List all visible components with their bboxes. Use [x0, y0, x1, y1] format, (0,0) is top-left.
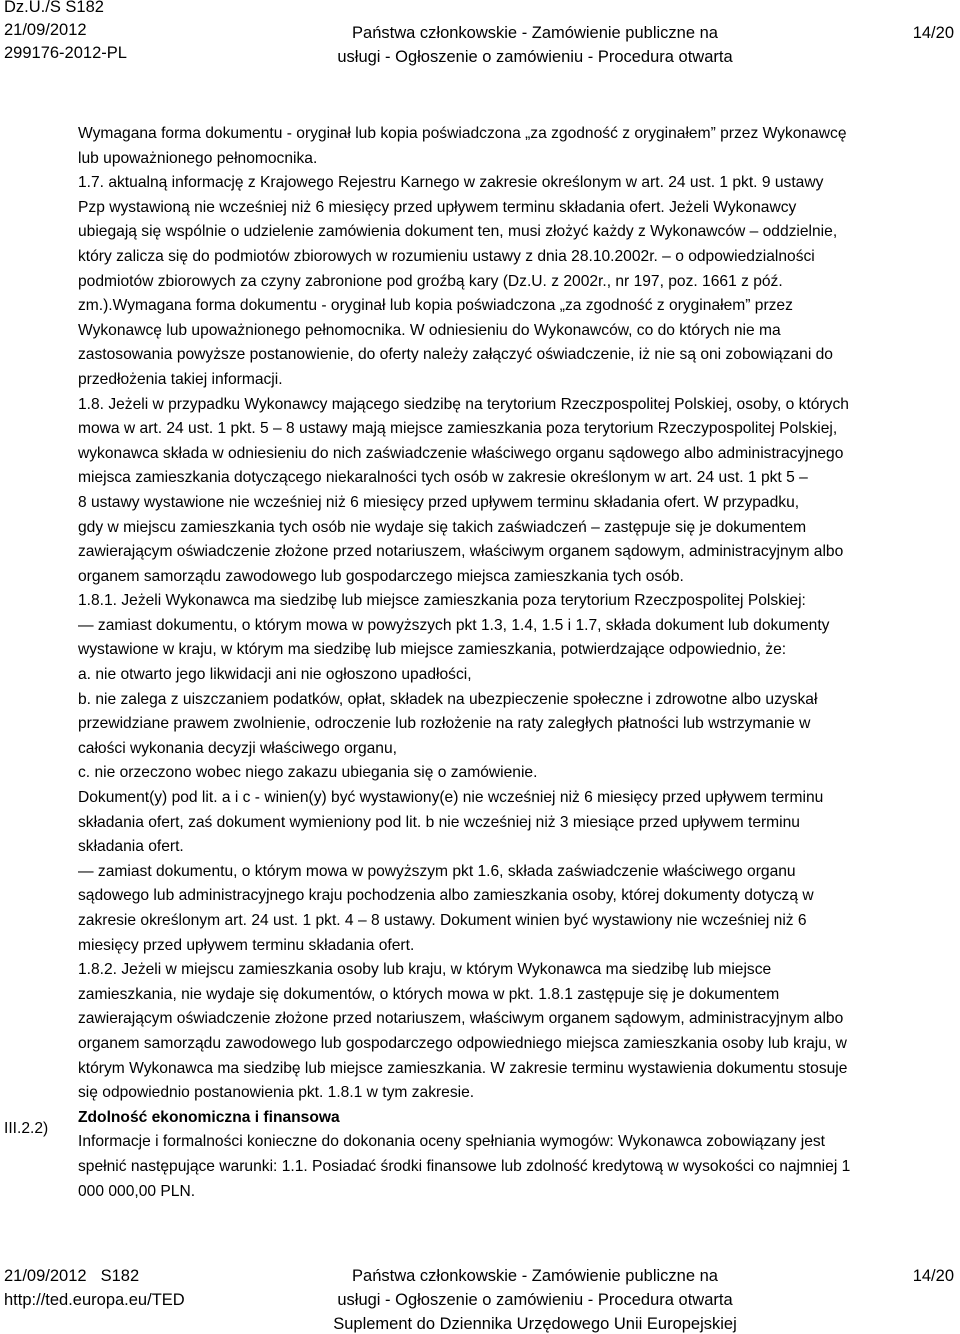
body-line: podmiotów zbiorowych za czyny zabronione pod groźbą kary (Dz.U. z 2002r., nr 197, poz. 1661 z póź.: [78, 272, 783, 290]
body-line: 1.8.2. Jeżeli w miejscu zamieszkania osoby lub kraju, w którym Wykonawca ma siedzibę lub miejsce: [78, 961, 772, 979]
header-left: [4, 0, 127, 65]
header-series: Dz.U./S S182: [4, 0, 104, 16]
body-line: Wykonawcę lub upoważnionego pełnomocnika. W odniesieniu do Wykonawców, co do których nie ma: [78, 321, 781, 339]
body-line: mowa w art. 24 ust. 1 pkt. 5 – 8 ustawy mają miejsce zamieszkania poza terytorium Rzeczypospolitej Polskiej,: [78, 420, 838, 438]
section-number: III.2.2): [4, 1120, 49, 1137]
body-line: którym Wykonawca ma siedzibę lub miejsce zamieszkania. W zakresie terminu wystawienia dokumentu stosuje: [78, 1059, 848, 1077]
body-line: zamieszkania, nie wydaje się dokumentów, o których mowa w pkt. 1.8.1 zastępuje się je dokumentem: [78, 985, 780, 1003]
body-line: c. nie orzeczono wobec niego zakazu ubiegania się o zamówienie.: [78, 764, 538, 782]
body-line: Pzp wystawioną nie wcześniej niż 6 miesięcy przed upływem terminu składania ofert. Jeżeli Wykonawcy: [78, 198, 797, 216]
body-line: 8 ustawy wystawione nie wcześniej niż 6 miesięcy przed upływem terminu składania ofert. W przypadku,: [78, 493, 800, 511]
header-notice-id: 299176-2012-PL: [4, 44, 127, 62]
footer-title-line3: Suplement do Dziennika Urzędowego Unii Europejskiej: [333, 1315, 737, 1333]
body-line: zm.).Wymagana forma dokumentu - oryginał lub kopia poświadczona „za zgodność z oryginałem” przez: [78, 297, 793, 315]
header-title-line2: usługi - Ogłoszenie o zamówieniu - Procedura otwarta: [337, 48, 733, 66]
body-line: całości wykonania decyzji właściwego organu,: [78, 739, 397, 757]
body-line: sądowego lub administracyjnego kraju pochodzenia albo zamieszkania osoby, której dokumenty dotyczą w: [78, 887, 814, 905]
body-line: — zamiast dokumentu, o którym mowa w powyższym pkt 1.6, składa zaświadczenie właściwego organu: [78, 862, 796, 880]
footer-title-line1: Państwa członkowskie - Zamówienie publiczne na: [352, 1267, 718, 1285]
body-line: się odpowiednio postanowienia pkt. 1.8.1 w tym zakresie.: [78, 1084, 475, 1102]
footer-page-number: 14/20: [912, 1267, 954, 1285]
body-line: 1.8. Jeżeli w przypadku Wykonawcy mającego siedzibę na terytorium Rzeczpospolitej Polskiej, osoby, o których: [78, 395, 849, 413]
document-body: [78, 122, 960, 1204]
footer-title-line2: usługi - Ogłoszenie o zamówieniu - Procedura otwarta: [337, 1291, 733, 1309]
body-line: gdy w miejscu zamieszkania tych osób nie wydaje się takich zaświadczeń – zastępuje się je dokumentem: [78, 518, 807, 536]
section-line: 000 000,00 PLN.: [78, 1182, 196, 1200]
footer-title: [290, 1264, 780, 1334]
header-title-line1: Państwa członkowskie - Zamówienie publiczne na: [352, 24, 718, 42]
body-line: b. nie zalega z uiszczaniem podatków, opłat, składek na ubezpieczenie społeczne i zdrowotne albo uzyskał: [78, 690, 818, 708]
body-line: — zamiast dokumentu, o którym mowa w powyższych pkt 1.3, 1.4, 1.5 i 1.7, składa dokument lub dokumenty: [78, 616, 830, 634]
header-date: 21/09/2012: [4, 21, 87, 39]
page-footer: [0, 1264, 960, 1334]
body-line: miesięcy przed upływem terminu składania ofert.: [78, 936, 415, 954]
body-line: składania ofert, zaś dokument wymieniony pod lit. b nie wcześniej niż 3 miesiące przed upływem terminu: [78, 813, 800, 831]
body-line: organem samorządu zawodowego lub gospodarczego odpowiedniego miejsca zamieszkania osoby lub kraju, w: [78, 1034, 847, 1052]
footer-left: [4, 1264, 185, 1312]
body-line: zakresie określonym art. 24 ust. 1 pkt. 4 – 8 ustawy. Dokument winien być wystawiony nie wcześniej niż 6: [78, 912, 807, 929]
body-line: lub upoważnionego pełnomocnika.: [78, 149, 318, 167]
body-line: 1.7. aktualną informację z Krajowego Rejestru Karnego w zakresie określonym w art. 24 ust. 1 pkt. 9 ustawy: [78, 174, 824, 192]
body-line: wykonawca składa w odniesieniu do nich zaświadczenie właściwego organu sądowego albo administracyjnego: [78, 444, 844, 462]
body-line: zastosowania powyższe postanowienie, do oferty należy załączyć oświadczenie, iż nie są oni zobowiązani do: [78, 346, 833, 364]
body-line: Wymagana forma dokumentu - oryginał lub kopia poświadczona „za zgodność z oryginałem” przez Wykonawcę: [78, 125, 847, 142]
body-line: organem samorządu zawodowego lub gospodarczego miejsca zamieszkania tych osób.: [78, 567, 684, 585]
section-line: Informacje i formalności konieczne do dokonania oceny spełniania wymogów: Wykonawca zobowiązany jest: [78, 1133, 826, 1151]
header-page-number: 14/20: [912, 24, 954, 42]
body-line: przedłożenia takiej informacji.: [78, 370, 283, 388]
body-line: zawierającym oświadczenie złożone przed notariuszem, właściwym organem sądowym, administracyjnym albo: [78, 543, 844, 561]
header-title: [290, 21, 780, 69]
body-line: składania ofert.: [78, 838, 184, 856]
section-line: spełnić następujące warunki: 1.1. Posiadać środki finansowe lub zdolność kredytową w wysokości co najmniej 1: [78, 1157, 851, 1175]
body-line: Dokument(y) pod lit. a i c - winien(y) być wystawiony(e) nie wcześniej niż 6 miesięcy przed upływem terminu: [78, 789, 824, 807]
body-line: miejsca zamieszkania dotyczącego niekaralności tych osób w zakresie określonym w art. 24 ust. 1 pkt 5 –: [78, 469, 808, 487]
footer-series: S182: [100, 1267, 140, 1285]
body-line: 1.8.1. Jeżeli Wykonawca ma siedzibę lub miejsce zamieszkania poza terytorium Rzeczpospolitej Polskiej:: [78, 592, 806, 610]
footer-url[interactable]: http://ted.europa.eu/TED: [4, 1291, 185, 1309]
body-line: zawierającym oświadczenie złożone przed notariuszem, właściwym organem sądowym, administracyjnym albo: [78, 1010, 844, 1028]
section-heading: Zdolność ekonomiczna i finansowa: [78, 1108, 340, 1126]
body-line: który zalicza się do podmiotów zbiorowych w rozumieniu ustawy z dnia 28.10.2002r. – o odpowiedzialności: [78, 247, 815, 265]
body-line: ubiegają się wspólnie o udzielenie zamówienia dokument ten, musi złożyć każdy z Wykonawców – oddzielnie,: [78, 223, 838, 241]
body-line: a. nie otwarto jego likwidacji ani nie ogłoszono upadłości,: [78, 666, 472, 684]
footer-date: 21/09/2012: [4, 1267, 87, 1285]
body-line: wystawione w kraju, w którym ma siedzibę lub miejsce zamieszkania, potwierdzające odpowiednio, że:: [78, 641, 787, 659]
body-line: przewidziane prawem zwolnienie, odroczenie lub rozłożenie na raty zaległych płatności lub wstrzymanie w: [78, 715, 811, 733]
page-header: [0, 0, 960, 72]
